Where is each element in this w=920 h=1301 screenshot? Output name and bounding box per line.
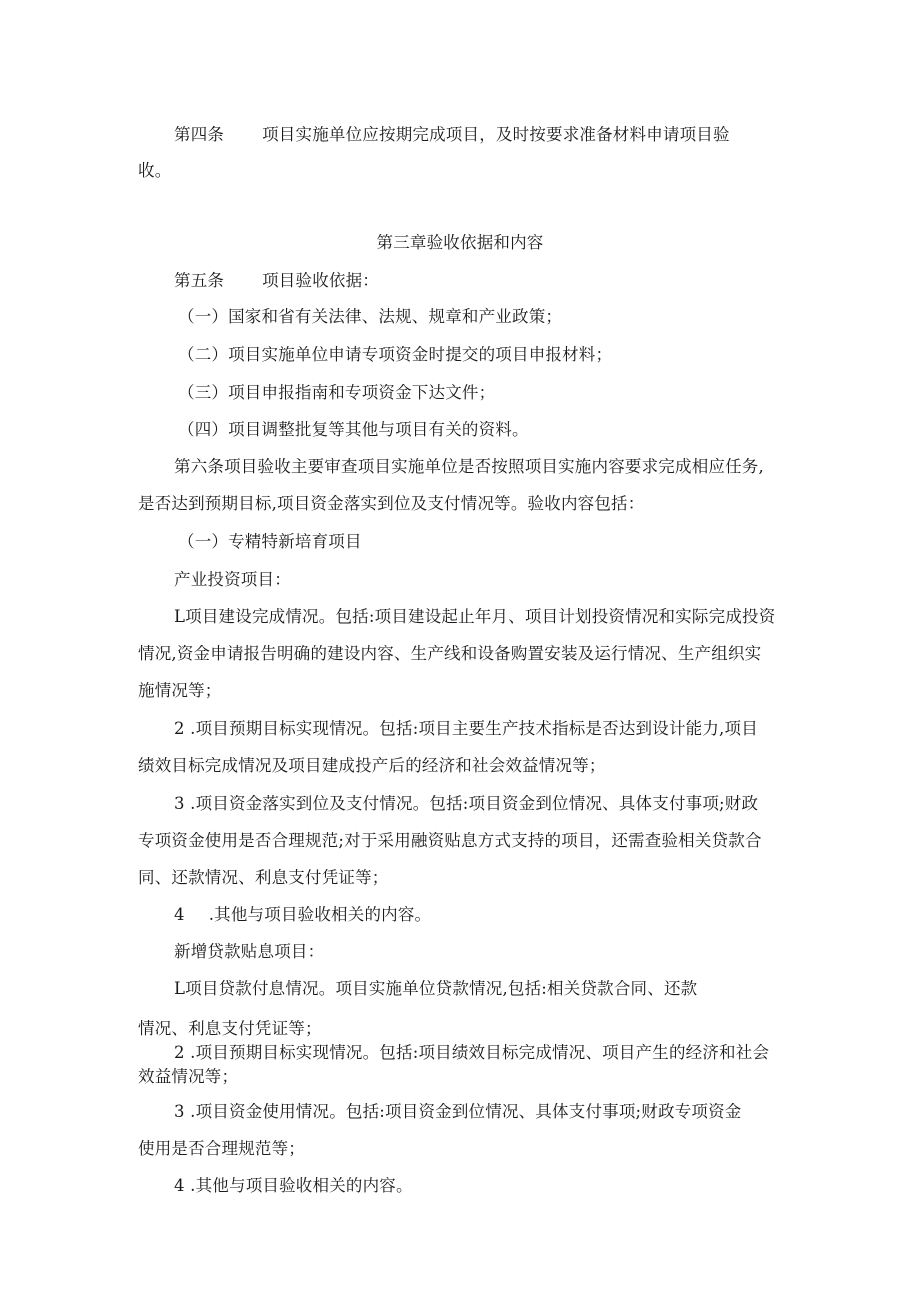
chapter-title: 第三章验收依据和内容 <box>376 233 544 252</box>
article4-continuation: 收。 <box>138 161 172 180</box>
industry-item2-line: 2 .项目预期目标实现情况。包括:项目主要生产技术指标是否达到设计能力,项目 <box>174 719 758 738</box>
loan-item1-line: 情况、利息支付凭证等； <box>138 1019 322 1038</box>
industry-item1-line: 施情况等； <box>138 681 222 700</box>
basis-item: （二）项目实施单位申请专项资金时提交的项目申报材料； <box>178 345 613 364</box>
loan-item3-line: 3 .项目资金使用情况。包括:项目资金到位情况、具体支付事项;财政专项资金 <box>174 1102 742 1121</box>
industry-item1-line: L项目建设完成情况。包括:项目建设起止年月、项目计划投资情况和实际完成投资 <box>174 607 776 626</box>
article6-line2: 是否达到预期目标,项目资金落实到位及支付情况等。验收内容包括： <box>138 494 645 513</box>
basis-item: （四）项目调整批复等其他与项目有关的资料。 <box>178 420 529 439</box>
section1-title: （一）专精特新培育项目 <box>178 532 362 551</box>
industry-item1-line: 情况,资金申请报告明确的建设内容、生产线和设备购置安装及运行情况、生产组织实 <box>138 644 762 663</box>
loan-item3-line: 使用是否合理规范等； <box>138 1139 305 1158</box>
industry-invest-title: 产业投资项目： <box>174 570 291 589</box>
article4-line <box>174 124 730 146</box>
loan-item2-line: 2 .项目预期目标实现情况。包括:项目绩效目标完成情况、项目产生的经济和社会 <box>174 1043 770 1062</box>
industry-item3-line: 3 .项目资金落实到位及支付情况。包括:项目资金到位情况、具体支付事项;财政 <box>174 794 759 813</box>
industry-item3-line: 同、还款情况、利息支付凭证等； <box>138 868 389 887</box>
loan-item1-line: L项目贷款付息情况。项目实施单位贷款情况,包括:相关贷款合同、还款 <box>174 979 698 998</box>
industry-item4-text: .其他与项目验收相关的内容。 <box>208 905 432 924</box>
industry-item2-line: 绩效目标完成情况及项目建成投产后的经济和社会效益情况等； <box>138 756 606 775</box>
article4-text: 项目实施单位应按期完成项目，及时按要求准备材料申请项目验 <box>262 125 730 144</box>
article4-label: 第四条 <box>174 125 225 144</box>
article6-line1: 第六条项目验收主要审查项目实施单位是否按照项目实施内容要求完成相应任务, <box>174 457 764 476</box>
industry-item4-number: 4 <box>174 905 185 924</box>
industry-item3-line: 专项资金使用是否合理规范;对于采用融资贴息方式支持的项目，还需查验相关贷款合 <box>138 831 762 850</box>
loan-item4-line: 4 .其他与项目验收相关的内容。 <box>174 1176 413 1195</box>
new-loan-title: 新增贷款贴息项目： <box>174 942 325 961</box>
article5-label: 第五条 <box>174 271 225 290</box>
basis-item: （三）项目申报指南和专项资金下达文件； <box>178 383 496 402</box>
loan-item2-line: 效益情况等； <box>138 1067 239 1086</box>
industry-item4-line <box>174 904 431 926</box>
basis-item: （一）国家和省有关法律、法规、规章和产业政策； <box>178 307 563 326</box>
article5-line <box>174 270 379 292</box>
article5-text: 项目验收依据： <box>262 271 380 290</box>
